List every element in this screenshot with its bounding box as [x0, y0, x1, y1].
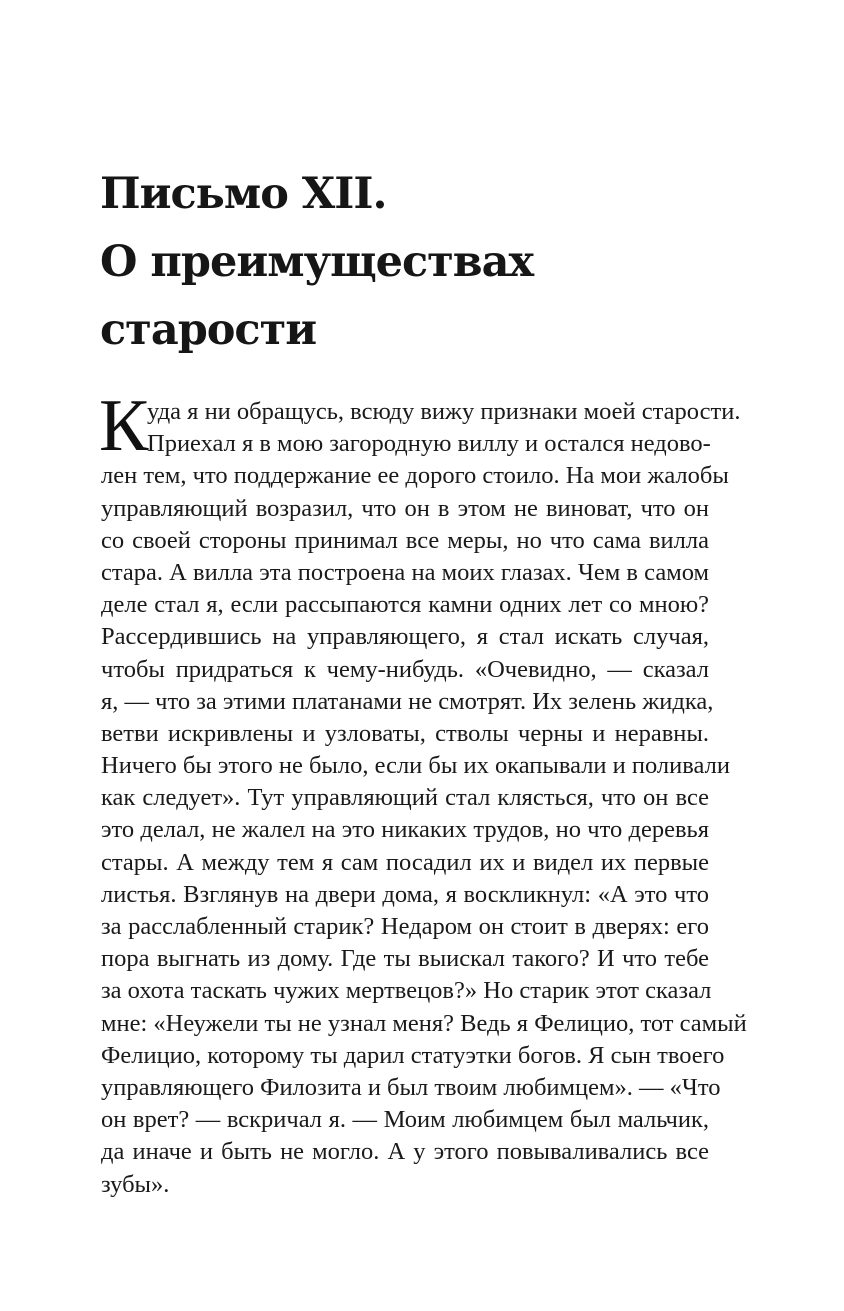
text-line: Фелицио, которому ты дарил статуэтки богов. Я сын твоего [101, 1041, 725, 1069]
text-line: за охота таскать чужих мертвецов?» Но старик этот сказал [101, 977, 712, 1005]
chapter-title-line-3: старости [100, 305, 317, 355]
text-line: чтобы придраться к чему-нибудь. «Очевидно, — сказал [101, 655, 709, 683]
text-line: стары. А между тем я сам посадил их и видел их первые [101, 848, 709, 876]
text-line: Ничего бы этого не было, если бы их окапывали и поливали [101, 752, 730, 780]
text-line: со своей стороны принимал все меры, но что сама вилла [101, 526, 709, 554]
text-line: стара. А вилла эта построена на моих глазах. Чем в самом [101, 558, 709, 586]
text-line: Приехал я в мою загородную виллу и остался недово- [147, 430, 711, 458]
chapter-title-line-1: Письмо XII. [100, 169, 387, 219]
text-line: уда я ни обращусь, всюду вижу признаки моей старости. [147, 398, 741, 425]
text-line: управляющего Филозита и был твоим любимцем». — «Что [101, 1073, 721, 1101]
text-line: управляющий возразил, что он в этом не виноват, что он [101, 494, 709, 522]
text-line: как следует». Тут управляющий стал клясться, что он все [101, 784, 709, 812]
text-line: листья. Взглянув на двери дома, я воскликнул: «А это что [101, 880, 709, 908]
text-line: деле стал я, если рассыпаются камни одних лет со мною? [101, 591, 709, 619]
text-line: ветви искривлены и узловаты, стволы черны и неравны. [101, 719, 709, 747]
text-line: пора выгнать из дому. Где ты выискал такого? И что тебе [101, 945, 709, 973]
text-line: это делал, не жалел на это никаких трудов, но что деревья [101, 816, 709, 844]
text-line: да иначе и быть не могло. А у этого повываливались все [101, 1138, 709, 1166]
chapter-title [100, 160, 760, 364]
text-line: Рассердившись на управляющего, я стал искать случая, [101, 623, 709, 651]
chapter-title-line-2: О преимуществах [100, 237, 534, 287]
text-line: я, — что за этими платанами не смотрят. Их зелень жидка, [101, 687, 714, 715]
text-line: он врет? — вскричал я. — Моим любимцем был мальчик, [101, 1106, 709, 1134]
body-paragraph [101, 396, 747, 1201]
drop-cap: К [99, 385, 149, 467]
text-line: мне: «Неужели ты не узнал меня? Ведь я Фелицио, тот самый [101, 1009, 747, 1037]
text-line: зубы». [101, 1170, 170, 1198]
text-line: за расслабленный старик? Недаром он стоит в дверях: его [101, 913, 709, 940]
text-line: лен тем, что поддержание ее дорого стоило. На мои жалобы [101, 462, 729, 490]
